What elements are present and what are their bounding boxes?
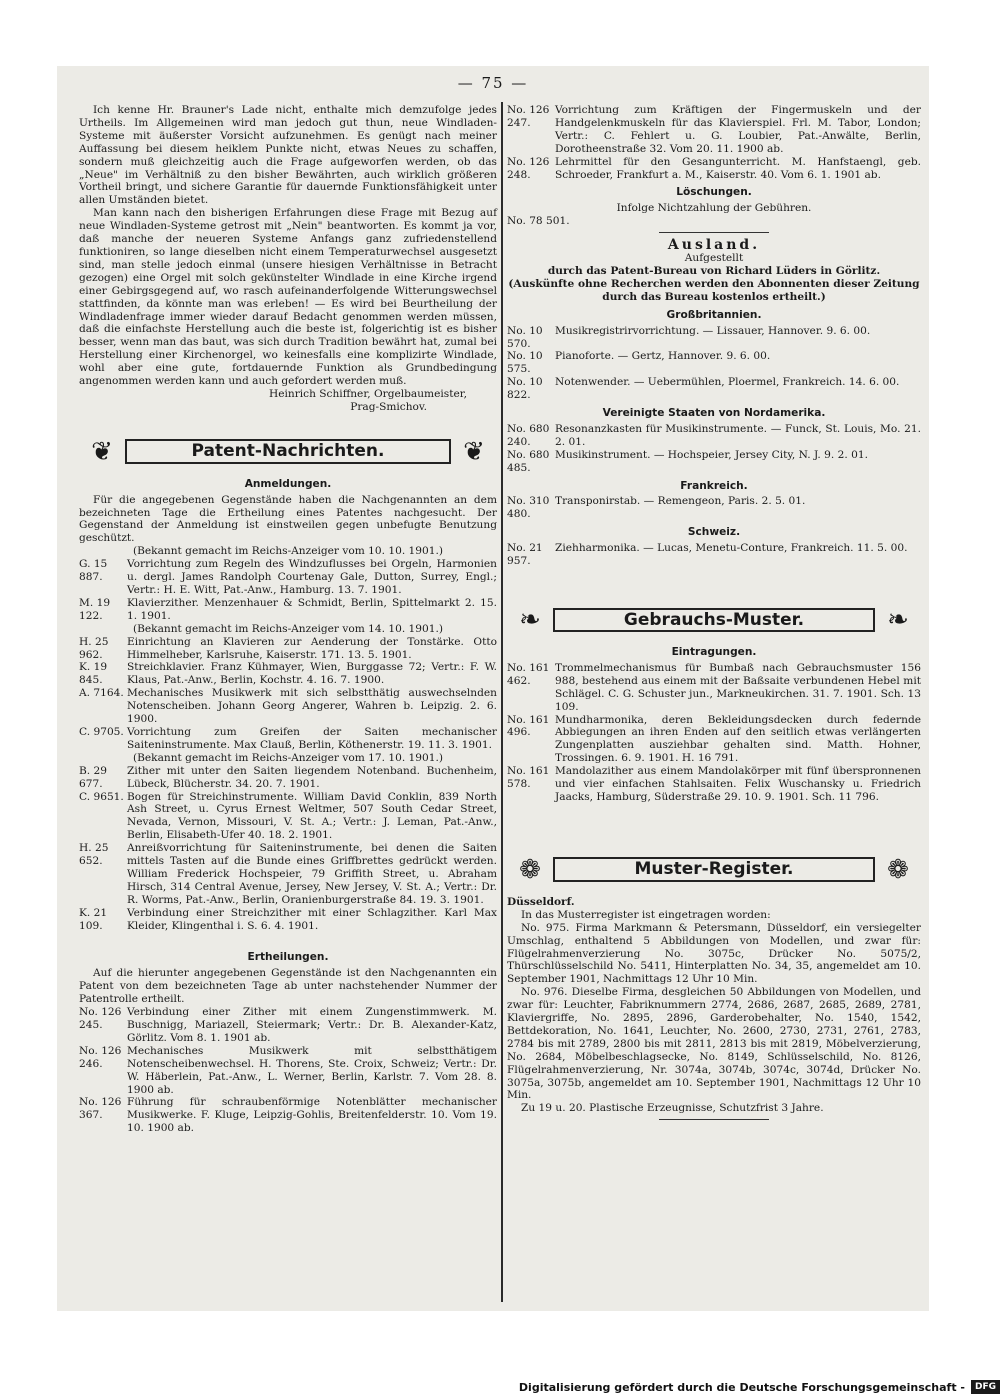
entry-number: No. 10 570. [507,324,543,350]
entry-number: No. 310 480. [507,495,550,521]
entry-text: Einrichtung an Klavieren zur Aenderung der Tonstärke. Otto Himmelheber, Karlsruhe, Kaiserstr. 171. 13. 5. 1901. [127,635,497,661]
entry-number: H. 25 962. [79,635,109,661]
list-item [79,1045,497,1097]
entry-number: No. 126 367. [79,1096,122,1122]
country-heading: Großbritannien. [666,308,762,321]
entry-text: Mundharmonika, deren Bekleidungsdecken durch federnde Abbiegungen an ihren Enden auf den seitlich etwas verlängerten Zungenplatten ausziehbar gehalten sind. Matth. Hohner, Trossingen. 6. 9. 1901. H. 16 791. [555,713,921,765]
list-item [507,662,921,714]
entry-text: Bogen für Streichinstrumente. William David Conklin, 839 North Ash Street, u. Cyrus Ernest Weltmer, 507 South Cedar Street, Nevada, Vernon, Missouri, V. St. A.; Vertr.: J. Leman, Pat.-Anw., Berlin, Elisabeth-Ufer 40. 18. 2. 1901. [127,790,497,842]
entry-text: Mechanisches Musikwerk mit selbstthätigem Notenscheibenwechsel. H. Thorens, Ste. Croix, Schweiz; Vertr.: Dr. W. Häberlein, Pat.-Anw., L. Werner, Berlin, Karlstr. 7. Vom 28. 8. 1900 ab. [127,1044,497,1096]
entry-group [507,662,921,804]
entry-text: Musikregistrirvorrichtung. — Lissauer, Hannover. 9. 6. 00. [555,324,871,337]
entry-text: Notenwender. — Uebermühlen, Ploermel, Frankreich. 14. 6. 00. [555,376,900,389]
dfg-logo: DFG [971,1380,1000,1394]
paragraph: Man kann nach den bisherigen Erfahrungen diese Frage mit Bezug auf neue Windladen-Systeme getrost mit „Nein" beantworten. Es kommt ja vor, daß manche der neueren Systeme Anfangs ganz zufriedenstellend funktioniren, so lange dieselben nicht einem Temperaturwechsel ausgesetzt sind, man stelle jedoch einmal (unsere hiesigen Verhältnisse in Betracht gezogen) eine Orgel mit solch gekünstelter Windlade in eine Kirche irgend einer Gebirgsgegend auf, wo rasch aufeinanderfolgende Witterungswechsel stattfinden, da könnte man was erleben! — Es wird bei Beurtheilung der Windladenfrage immer wieder darauf Bedacht genommen werden müssen, daß die einfachste Herstellung auch die beste ist, folgerichtig ist es bisher besser, wenn man das baut, was sich durch Tradition bewährt hat, zumal bei Herstellung einer Kirchenorgel, wo keinesfalls eine komplizirte Windlade, wohl aber eine gute, fortdauernde Funktion als Grundbedingung angenommen werden kann und auch gefordert werden muß. [79,207,497,388]
column-divider [501,102,503,1302]
entry-number: G. 15 887. [79,558,108,584]
entry-text: Verbindung einer Zither mit einem Zungenstimmwerk. M. Buschnigg, Mariazell, Steiermark; Vertr.: Dr. B. Alexander-Katz, Görlitz. Vom 8. 1. 1901 ab. [127,1006,497,1044]
list-item [507,542,921,568]
entry-text: Vorrichtung zum Regeln des Windzuflusses bei Orgeln, Harmonien u. dergl. James Randolph Courtenay Gale, Dutton, Surrey, Engl.; Vertr.: H. E. Witt, Pat.-Anw., Hamburg. 13. 7. 1901. [127,558,497,596]
subheading: durch das Patent-Bureau von Richard Lüders in Görlitz. [547,264,881,277]
entry-group [507,495,921,521]
country-heading: Schweiz. [687,526,741,539]
entry-number: No. 680 485. [507,448,550,474]
entry-number: K. 19 845. [79,661,108,687]
entry-group [79,1006,497,1135]
entry-text: Verbindung einer Streichzither mit einer Schlagzither. Karl Max Kleider, Klingenthal i. S. 6. 4. 1901. [127,906,497,932]
list-item [507,376,921,402]
paragraph: Zu 19 u. 20. Plastische Erzeugnisse, Schutzfrist 3 Jahre. [521,1102,824,1115]
entry-text: Führung für schraubenförmige Notenblätter mechanischer Musikwerke. F. Kluge, Leipzig-Gohlis, Breitenfelderstr. 10. Vom 19. 10. 1900 ab. [127,1096,497,1135]
entry-text: Trommelmechanismus für Bumbaß nach Gebrauchsmuster 156 988, bestehend aus einem mit der Baßsaite verbundenen Hebel mit Schlägel. C. G. Schuster jun., Markneukirchen. 31. 7. 1901. Sch. 13 109. [555,661,921,713]
entry-text: Streichklavier. Franz Kühmayer, Wien, Burggasse 72; Vertr.: F. W. Klaus, Pat.-Anw., Berlin, Kochstr. 4. 16. 7. 1900. [127,661,497,687]
entry-group [507,542,921,568]
list-item [507,714,921,766]
entry-text: Ziehharmonika. — Lucas, Menetu-Conture, Frankreich. 11. 5. 00. [555,542,908,555]
list-item [507,350,921,376]
entry-text: Musikinstrument. — Hochspeier, Jersey City, N. J. 9. 2. 01. [555,448,868,461]
entry-number: No. 161 578. [507,765,550,791]
list-item [79,907,497,933]
entry-number: No. 126 247. [507,104,550,129]
entry-number: No. 126 246. [79,1044,122,1070]
section-banner [79,434,497,470]
ornament-icon: ❁ [887,854,909,885]
subheading: Infolge Nichtzahlung der Gebühren. [616,202,812,215]
list-item [507,156,921,182]
ornament-icon: ❦ [91,436,113,467]
entry-number: No. 126 245. [79,1006,122,1031]
right-column [507,104,921,1124]
entry-text: Lehrmittel für den Gesangunterricht. M. Hanfstaengl, geb. Schroeder, Frankfurt a. M., Kaiserstr. 40. Vom 6. 1. 1901 ab. [555,155,921,181]
entry-group [507,325,921,402]
separator-rule [659,232,769,233]
entry-text: Klavierzither. Menzenhauer & Schmidt, Berlin, Spittelmarkt 2. 15. 1. 1901. [127,596,497,622]
footer [519,1377,1000,1397]
notice: (Bekannt gemacht im Reichs-Anzeiger vom 17. 10. 1901.) [132,751,444,764]
paragraph: Auf die hierunter angegebenen Gegenstände ist den Nachgenannten ein Patent von dem bezeichneten Tage ab unter nachstehender Nummer der Patentrolle ertheilt. [79,967,497,1006]
entry-group [507,423,921,475]
entry-group [507,104,921,181]
city-heading: Düsseldorf. [507,895,575,908]
paragraph: Ich kenne Hr. Brauner's Lade nicht, enthalte mich demzufolge jedes Urtheils. Im Allgemeinen wird man jedoch gut thun, neue Windladen-Systeme mit äußerster Vorsicht aufzunehmen. Es genügt nach meiner Auffassung bei diesem heiklem Punkte nicht, etwas Neues zu schaffen, sondern muß gleichzeitig auch die Frage aufgeworfen werden, ob das „Neue" im Verhältniß zu den bisher Bewährten, auch wirklich größeren Vortheil bringt, und sichere Garantie für dauernde Funktionsfähigkeit unter allen Umständen bietet. [79,104,497,207]
paragraph: No. 976. Dieselbe Firma, desgleichen 50 Abbildungen von Modellen, und zwar für: Leuchter, Fabriknummern 2774, 2686, 2687, 2685, 2689, 2781, Klaviergriffe, No. 2895, 2896, Garderobehalter, No. 1540, 1542, Bettdekoration, No. 1641, Leuchter, No. 2600, 2730, 2731, 2761, 2783, 2784 bis mit 2789, 2800 bis mit 2811, 2813 bis mit 2819, Möbelverzierung, No. 2684, Möbelbeschlagsecke, No. 8149, Schlüsselschild, No. 8126, Flügelrahmenverzierung, Nr. 3074a, 3074b, 3074c, 3074d, Drücker No. 3075a, 3075b, angemeldet am 10. September 1901, Nachmittags 12 Uhr 10 Min. [507,986,921,1102]
banner-title: Patent-Nachrichten. [125,439,451,464]
entry-text: Mechanisches Musikwerk mit sich selbstthätig auswechselnden Notenscheiben. Johann Georg Angerer, Wahren b. Leipzig. 2. 6. 1900. [127,687,497,726]
subheading: Aufgestellt [684,252,744,265]
section-banner [507,602,921,638]
entry-number: No. 10 822. [507,376,543,402]
footer-text: Digitalisierung gefördert durch die Deutsche Forschungsgemeinschaft - [518,1380,965,1394]
list-item [507,495,921,521]
scanned-page [57,66,929,1311]
entry-number: K. 21 109. [79,906,108,932]
entry-group [79,765,497,933]
entry-number: No. 161 496. [507,713,550,739]
list-item [79,1096,497,1135]
paragraph: No. 975. Firma Markmann & Petersmann, Düsseldorf, ein versiegelter Umschlag, enthaltend 5 Abbildungen von Modellen, und zwar für: Flügelrahmenverzierung No. 3075c, Drücker No. 5075/2, Thürschlüsselschild No. 5411, Hinterplatten No. 34, 35, angemeldet am 10. September 1901, Nachmittags 12 Uhr 10 Min. [507,921,921,986]
section-title: Ausland. [667,237,761,254]
entry-text: Resonanzkasten für Musikinstrumente. — Funck, St. Louis, Mo. 21. 2. 01. [555,422,921,448]
left-column [79,104,497,1135]
entry-text: Mandolazither aus einem Mandolakörper mit fünf überspronnenen und vier einfachen Stahlsaiten. Felix Wuschansky u. Friedrich Jaacks, Hamburg, Süderstraße 29. 10. 9. 1901. Sch. 11 796. [555,765,921,803]
list-item [507,449,921,475]
ornament-icon: ❁ [519,854,541,885]
entry-number: No. 10 575. [507,350,543,376]
entry-text: Vorrichtung zum Kräftigen der Fingermuskeln und der Handgelenkmuskeln für das Klavierspiel. Frl. M. Tabor, London; Vertr.: C. Fehlert u. G. Loubier, Pat.-Anwälte, Berlin, Dorotheenstraße 32. Vom 20. 11. 1900 ab. [555,104,921,155]
subsection-heading: Löschungen. [676,186,752,199]
entry-number: No. 126 248. [507,155,550,181]
entry-number: No. 161 462. [507,661,550,687]
entry-number: H. 25 652. [79,842,109,868]
entry-number: M. 19 122. [79,596,111,622]
entry-number: No. 680 240. [507,422,550,448]
entry-group [79,558,497,623]
entry-number: No. 21 957. [507,542,543,568]
ornament-icon: ❧ [887,605,909,635]
entry-number: B. 29 677. [79,764,107,790]
subsection-heading: Eintragungen. [671,646,757,658]
list-item [79,558,497,597]
list-item [79,726,497,752]
entry-text: Pianoforte. — Gertz, Hannover. 9. 6. 00. [555,350,771,363]
paragraph: Für die angegebenen Gegenstände haben die Nachgenannten an dem bezeichneten Tage die Ertheilung eines Patentes nachgesucht. Der Gegenstand der Anmeldung ist einstweilen gegen unbefugte Benutzung geschützt. [79,493,497,545]
page-number: — 75 — [457,74,529,92]
entry-number: C. 9651. [79,790,124,803]
paragraph: In das Musterregister ist eingetragen worden: [521,908,771,921]
list-item [79,765,497,791]
list-item [507,104,921,156]
ornament-icon: ❧ [519,605,541,635]
section-banner [507,852,921,888]
banner-title: Gebrauchs-Muster. [553,608,875,633]
list-item [79,687,497,726]
signature-place: Prag-Smichov. [350,400,427,413]
list-item [79,1006,497,1045]
entry-group [79,636,497,752]
list-item [79,597,497,623]
notice: (Bekannt gemacht im Reichs-Anzeiger vom 10. 10. 1901.) [132,545,444,558]
notice: (Bekannt gemacht im Reichs-Anzeiger vom 14. 10. 1901.) [132,622,444,635]
entry-number: C. 9705. [79,725,124,738]
entry-text: Anreißvorrichtung für Saiteninstrumente, bei denen die Saiten mittels Tasten auf die Bunde eines Griffbrettes gedrückt werden. William Frederick Hochspeier, 79 Griffith Street, u. Abraham Hirsch, 314 Central Avenue, Jersey, New Jersey, V. St. A.; Vertr.: Dr. R. Worms, Pat.-Anw., Berlin, Oranienburgerstraße 84. 19. 3. 1901. [127,842,497,906]
entry-text: Transponirstab. — Remengeon, Paris. 2. 5. 01. [555,495,806,508]
subsection-heading: Anmeldungen. [244,477,332,490]
entry-number: A. 7164. [79,687,124,700]
subheading: (Auskünfte ohne Recherchen werden den Abonnenten dieser Zeitung durch das Bureau kostenlos ertheilt.) [508,277,920,303]
list-item [507,765,921,804]
list-item [79,791,497,843]
country-heading: Frankreich. [680,479,748,492]
separator-rule [659,1119,769,1120]
ornament-icon: ❦ [463,436,485,467]
list-item [79,661,497,687]
entry-text: Vorrichtung zum Greifen der Saiten mechanischer Saiteninstrumente. Max Clauß, Berlin, Köthenerstr. 19. 11. 3. 1901. [127,725,497,751]
banner-title: Muster-Register. [553,857,875,882]
list-item [79,842,497,907]
country-heading: Vereinigte Staaten von Nordamerika. [602,407,826,420]
list-item: No. 78 501. [507,215,570,228]
list-item [507,423,921,449]
list-item [79,636,497,662]
subsection-heading: Ertheilungen. [247,951,329,964]
signature: Heinrich Schiffner, Orgelbaumeister, [269,387,467,400]
entry-text: Zither mit unter den Saiten liegendem Notenband. Buchenheim, Lübeck, Blücherstr. 34. 20. 7. 1901. [127,764,497,790]
list-item [507,325,921,351]
